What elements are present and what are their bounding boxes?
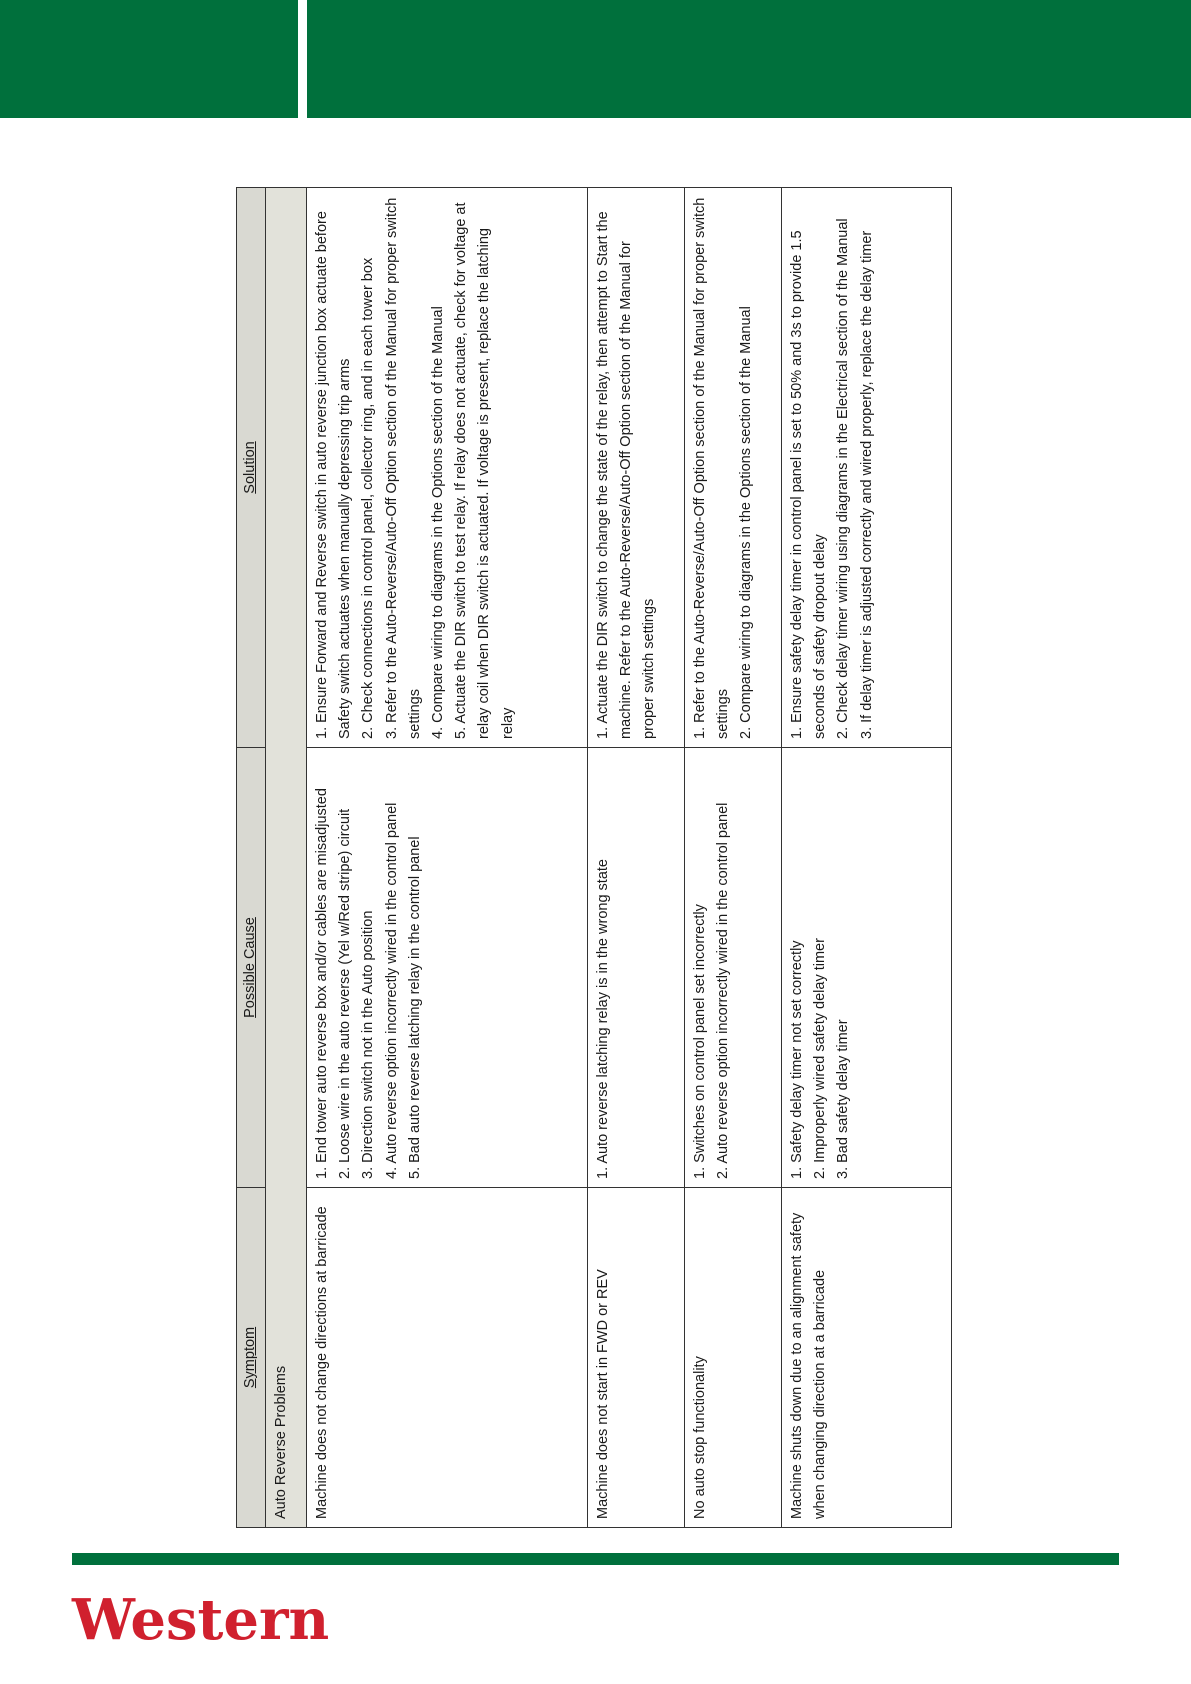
group-title: Auto Reverse Problems (266, 188, 307, 1528)
cause-item: 1. End tower auto reverse box and/or cables are misadjusted (314, 788, 330, 1179)
solution-item: 5. Actuate the DIR switch to test relay. If relay does not actuate, check for voltage at relay coil when DIR switch is actuated. If voltage is present, replace the latching relay (453, 202, 516, 739)
solution-cell (685, 188, 782, 748)
cause-cell (307, 748, 588, 1188)
troubleshooting-table-rotated (236, 188, 952, 1528)
group-row (266, 188, 307, 1528)
symptom-cell: Machine does not change directions at barricade (307, 1188, 588, 1528)
cause-item: 1. Auto reverse latching relay is in the wrong state (595, 859, 611, 1179)
header-bar-left (0, 0, 298, 118)
cause-item: 1. Switches on control panel set incorrectly (692, 904, 708, 1179)
solution-item: 1. Refer to the Auto-Reverse/Auto-Off Option section of the Manual for proper switch settings (692, 197, 732, 739)
cause-item: 2. Improperly wired safety delay timer (812, 938, 829, 1179)
cause-item: 3. Direction switch not in the Auto position (360, 910, 377, 1179)
cause-item: 5. Bad auto reverse latching relay in the control panel (406, 836, 423, 1179)
header-symptom: Symptom (237, 1188, 266, 1528)
cause-item: 1. Safety delay timer not set correctly (789, 940, 805, 1179)
cause-item: 2. Loose wire in the auto reverse (Yel w/Red stripe) circuit (337, 808, 354, 1179)
table-row (307, 188, 588, 1528)
footer-rule (72, 1553, 1119, 1565)
cause-item: 3. Bad safety delay timer (835, 1019, 852, 1179)
solution-item: 2. Check delay timer wiring using diagrams in the Electrical section of the Manual (835, 218, 852, 739)
cause-cell (588, 748, 685, 1188)
solution-item: 1. Ensure safety delay timer in control panel is set to 50% and 3s to provide 1.5 seconds of safety dropout delay (789, 230, 829, 739)
solution-item: 1. Ensure Forward and Reverse switch in auto reverse junction box actuate before Safety switch actuates when manually depressing trip arms (314, 211, 354, 739)
symptom-cell: No auto stop functionality (685, 1188, 782, 1528)
solution-item: 3. If delay timer is adjusted correctly and wired properly, replace the delay timer (858, 230, 875, 739)
table-row (782, 188, 952, 1528)
solution-item: 1. Actuate the DIR switch to change the state of the relay, then attempt to Start the machine. Refer to the Auto-Reverse/Auto-Off Option section of the Manual for proper switch settings (595, 211, 658, 739)
cause-cell (685, 748, 782, 1188)
table-row (588, 188, 685, 1528)
symptom-cell: Machine shuts down due to an alignment safety when changing direction at a barricade (782, 1188, 952, 1528)
western-logo: Western (72, 1587, 330, 1653)
header-possible-cause: Possible Cause (237, 748, 266, 1188)
header-solution: Solution (237, 188, 266, 748)
solution-item: 3. Refer to the Auto-Reverse/Auto-Off Option section of the Manual for proper switch settings (383, 197, 423, 739)
troubleshooting-table (236, 187, 952, 1528)
solution-cell (782, 188, 952, 748)
cause-cell (782, 748, 952, 1188)
solution-cell (307, 188, 588, 748)
solution-item: 4. Compare wiring to diagrams in the Options section of the Manual (429, 306, 446, 739)
cause-item: 2. Auto reverse option incorrectly wired in the control panel (715, 802, 732, 1179)
table-row (685, 188, 782, 1528)
solution-item: 2. Check connections in control panel, collector ring, and in each tower box (360, 257, 377, 739)
solution-cell (588, 188, 685, 748)
symptom-cell: Machine does not start in FWD or REV (588, 1188, 685, 1528)
header-bar-right (307, 0, 1191, 118)
cause-item: 4. Auto reverse option incorrectly wired in the control panel (383, 802, 400, 1179)
solution-item: 2. Compare wiring to diagrams in the Options section of the Manual (738, 306, 755, 739)
table-header-row (237, 188, 266, 1528)
